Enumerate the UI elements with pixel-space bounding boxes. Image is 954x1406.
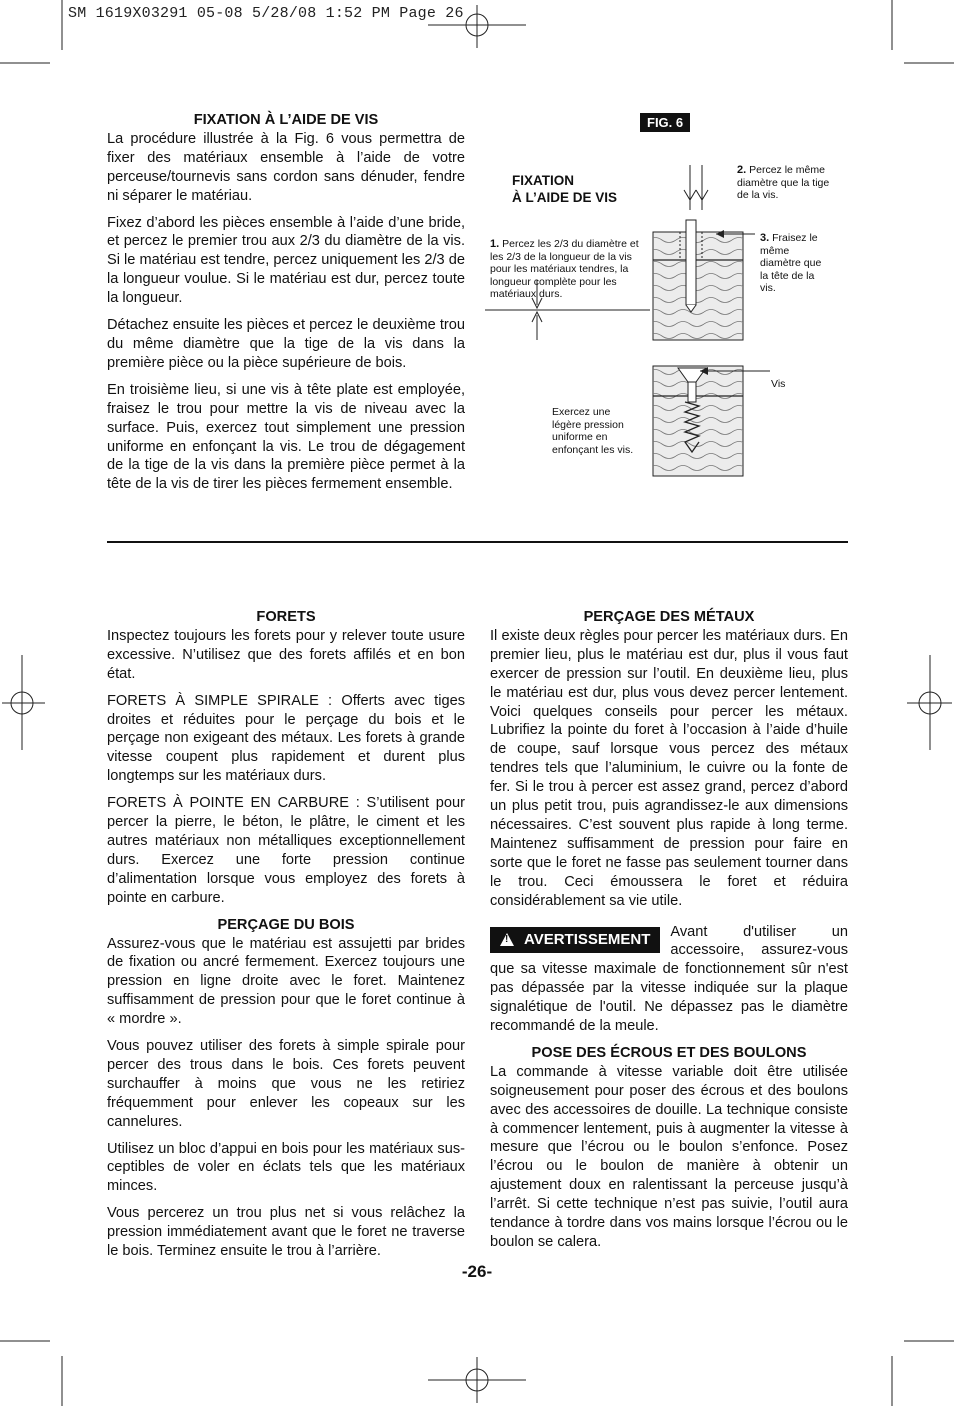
- figure-vis-label: Vis: [771, 378, 786, 390]
- figure-step-2-number: 2.: [737, 164, 747, 176]
- fixation-para-1: La procédure illustrée à la Fig. 6 vous permettra de fixer des matériaux ensemble à l’aide de votre perceuse/tournevis sans cordon sans dénuder, fendre ni séparer le matériau.: [107, 130, 465, 204]
- warning-text: Avant d'utiliser un accessoire, assurez-vous que sa vitesse maximale de fonctionnement sûr n'est pas dépassée par la vitesse indiquée sur la plaque signalétique de l'outil. Ne dépassez pas le diamètre recommandé de la meule.: [490, 923, 848, 1035]
- figure-title-line-1: FIXATION: [512, 173, 574, 188]
- forets-title: FORETS: [256, 609, 316, 625]
- print-slug: SM 1619X03291 05-08 5/28/08 1:52 PM Page 26: [68, 5, 464, 22]
- percage-bois-para-3: Utilisez un bloc d’appui en bois pour les matériaux sus-ceptibles de voler en éclats tels que les matériaux minces.: [107, 1140, 465, 1195]
- section-divider: [107, 541, 848, 543]
- page-number: -26-: [461, 1262, 493, 1281]
- warning-block: [490, 923, 848, 1036]
- forets-para-3: FORETS À POINTE EN CARBURE : S’utilisent pour percer la pierre, le béton, le plâtre, le ciment et les autres matériaux non métalliques exceptionnellement durs. Exercez une forte pression continue d’alimentation lorsque vous employez des forets à pointe en carbure.: [107, 795, 465, 906]
- fixation-title: FIXATION À L’AIDE DE VIS: [193, 112, 379, 128]
- figure-step-2: [737, 164, 837, 202]
- warning-label: AVERTISSEMENT: [524, 930, 651, 948]
- warning-triangle-icon: !: [500, 933, 514, 946]
- percage-bois-para-4: Vous percerez un trou plus net si vous relâchez la pression immédiatement avant que le foret ne traverse le bois. Terminez ensuite le trou à l’arrière.: [107, 1205, 465, 1260]
- figure-label: FIG. 6: [640, 113, 690, 132]
- percage-metaux-title: PERÇAGE DES MÉTAUX: [583, 609, 755, 625]
- figure-step-1: [490, 238, 650, 301]
- forets-para-1: Inspectez toujours les forets pour y relever toute usure excessive. N’utilisez que des forets affilés et en bon état.: [107, 627, 465, 682]
- pose-para: La commande à vitesse variable doit être utilisée soigneusement pour poser des écrous et des boulons avec des accessoires de douille. La technique consiste à commencer lentement, puis à augmenter la vitesse à mesure que l’écrou ou le boulon s’enfonce. Posez l’écrou ou le boulon de manière à obtenir un ajustement doux en ralentissant la perceuse jusqu’à l’arrêt. Si cette technique n’est pas suivie, l’outil aura tendance à tordre dans vos mains lorsque l’écrou ou le boulon se calera.: [490, 1063, 848, 1250]
- percage-bois-title: PERÇAGE DU BOIS: [217, 916, 355, 933]
- figure-step-1-text: Percez les 2/3 du diamètre et les 2/3 de la longueur de la vis pour les matériaux tendres, la longueur complète pour les matériaux durs.: [490, 238, 639, 301]
- figure-title-line-2: À L’AIDE DE VIS: [512, 190, 618, 205]
- forets-para-2: FORETS À SIMPLE SPIRALE : Offerts avec tiges droites et réduites pour le perçage du bois et le perçage non exigeant des métaux. Les forets à grande vitesse coupent plus rapidement et durent plus longtemps sur les matériaux durs.: [107, 692, 465, 785]
- fixation-section: [107, 111, 465, 502]
- figure-step-3-number: 3.: [760, 232, 770, 244]
- fixation-para-4: En troisième lieu, si une vis à tête plate est employée, fraisez le trou pour mettre la vis de niveau avec la surface. Puis, exercez tout simplement une pression uniforme en enfonçant la vis. Le trou de dégagement de la tige de la vis dans la première pièce permet à la tête de la vis de tirer les pièces fermement ensemble.: [107, 381, 465, 493]
- figure-step-3: [760, 232, 830, 295]
- warning-badge: [490, 927, 660, 954]
- pose-title: POSE DES ÉCROUS ET DES BOULONS: [531, 1044, 807, 1061]
- figure-step-3-text: Fraisez le même diamètre que la tête de la vis.: [760, 232, 822, 295]
- percage-metaux-para: Il existe deux règles pour percer les matériaux durs. En premier lieu, plus le matériau est dur, plus il vous faut exercer de pression sur l’outil. En deuxième lieu, plus le matériau est dur, plus vous devez percer lentement. Voici quelques conseils pour percer les métaux. Lubrifiez la pointe du foret à l’occasion à l’aide d’huile de coupe, sauf lorsque vous percez des métaux tendres tels que l’aluminium, le cuivre ou la fonte de fer. Si le trou à percer est assez grand, percez d’abord un plus petit trou, puis agrandissez-le aux dimensions nécessaires. C’est souvent plus rapide à long terme. Maintenez suffisamment de pression pour faire en sorte que le foret ne fasse pas seulement tourner dans le trou. Ceci émoussera le foret et réduira considérablement sa vie utile.: [490, 627, 848, 909]
- fixation-para-2: Fixez d’abord les pièces ensemble à l’aide d’une bride, et percez le premier trou aux 2/3 du diamètre de la vis. Si le matériau est tendre, percez uniquement les 2/3 de la longueur voulue. Si le matériau est dur, percez toute la longueur.: [107, 214, 465, 307]
- figure-pressure-note: Exercez une légère pression uniforme en enfonçant les vis.: [552, 406, 634, 456]
- figure-step-1-number: 1.: [490, 238, 500, 250]
- percage-bois-para-2: Vous pouvez utiliser des forets à simple spirale pour percer des trous dans le bois. Ces forets peuvent surchauffer à moins que vous ne les retiriez fréquemment pour enlever les copeaux sur les cannelures.: [107, 1038, 465, 1130]
- left-column: [107, 608, 465, 1269]
- fixation-para-3: Détachez ensuite les pièces et percez le deuxième trou du même diamètre que la tige de la vis dans la première pièce ou la pièce supérieure de bois.: [107, 317, 465, 371]
- percage-bois-para-1: Assurez-vous que le matériau est assujetti par brides de fixation ou ancré fermement. Exercez toujours une pression en ligne droite avec le foret. Maintenez suffisamment de pression pour que le foret continue à « mordre ».: [107, 935, 465, 1028]
- figure-step-2-text: Percez le même diamètre que la tige de la vis.: [737, 164, 830, 202]
- right-column: [490, 608, 848, 1260]
